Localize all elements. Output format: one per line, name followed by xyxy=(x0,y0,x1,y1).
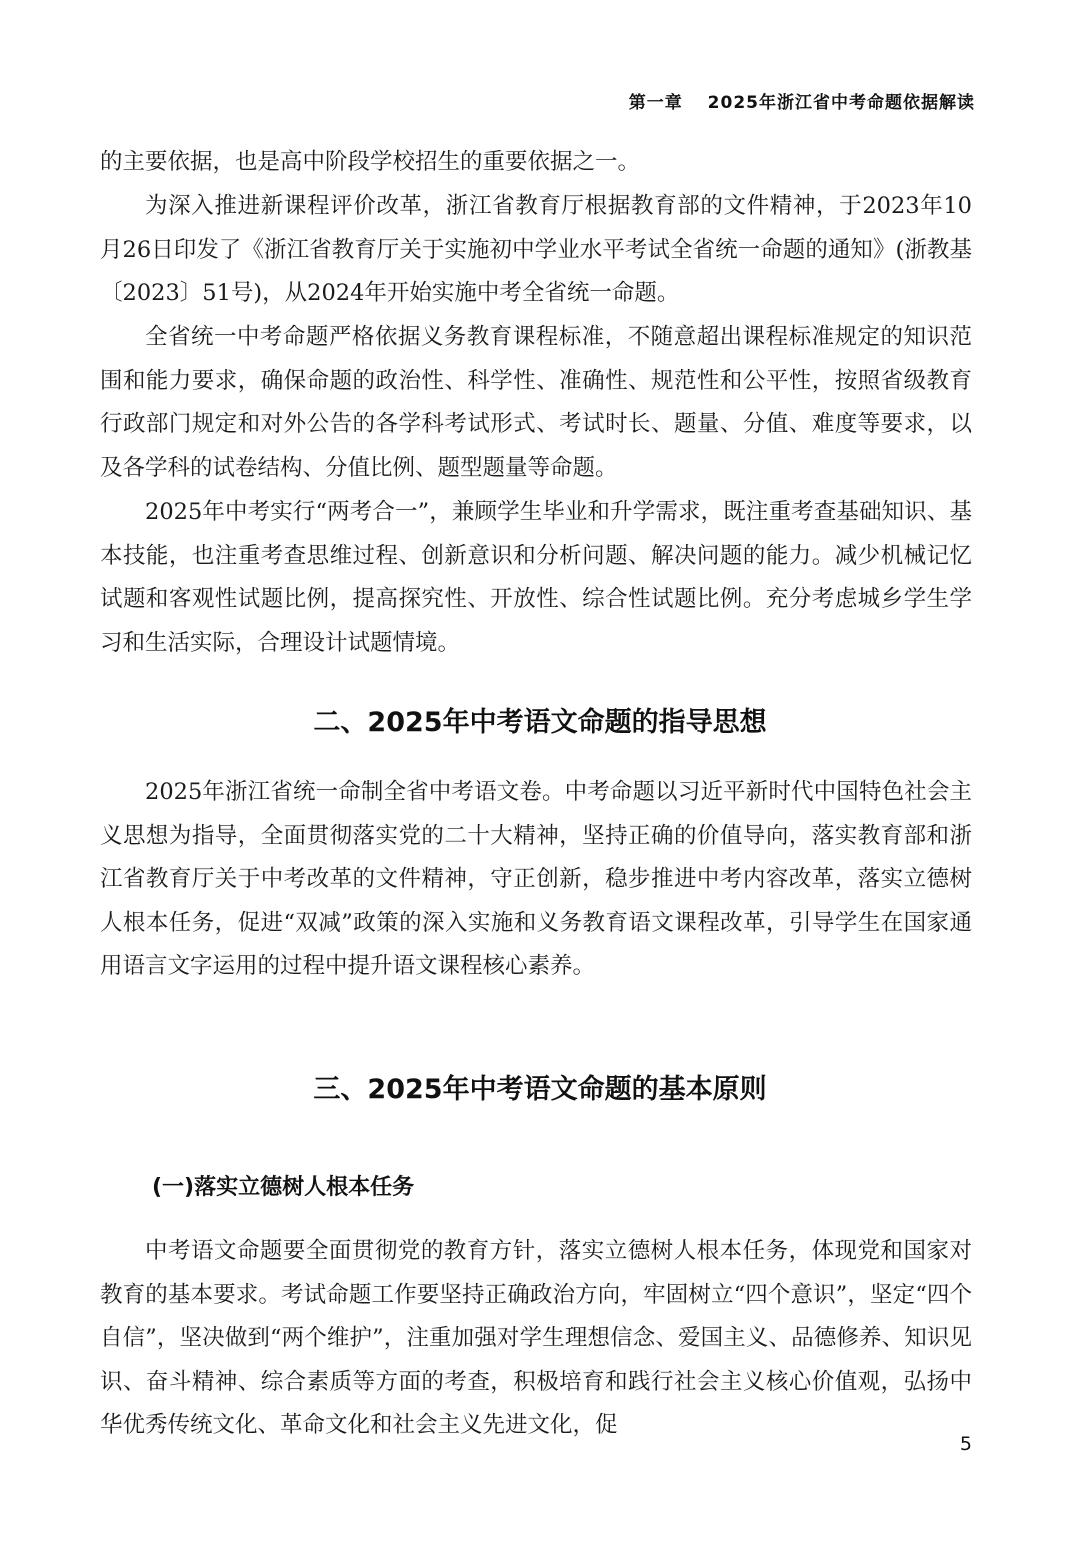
section-heading-basic-principles: 三、2025年中考语文命题的基本原则 xyxy=(313,1074,767,1105)
paragraph-guiding-ideology: 2025年浙江省统一命制全省中考语文卷。中考命题以习近平新时代中国特色社会主义思想为指导，全面贯彻落实党的二十大精神，坚持正确的价值导向，落实教育部和浙江省教育厅关于中考改革的文件精神，守正创新，稳步推进中考内容改革，落实立德树人根本任务，促进“双减”政策的深入实施和义务教育语文课程改革，引导学生在国家通用语言文字运用的过程中提升语文课程核心素养。 xyxy=(100,779,972,979)
paragraph-moral-education: 中考语文命题要全面贯彻党的教育方针，落实立德树人根本任务，体现党和国家对教育的基本要求。考试命题工作要坚持正确政治方向，牢固树立“四个意识”，坚定“四个自信”，坚决做到“两个维护”，注重加强对学生理想信念、爱国主义、品德修养、知识见识、奋斗精神、综合素质等方面的考查，积极培育和践行社会主义核心价值观，弘扬中华优秀传统文化、革命文化和社会主义先进文化，促 xyxy=(100,1238,972,1438)
sub-heading-moral-education: (一)落实立德树人根本任务 xyxy=(152,1175,415,1200)
section-heading-guiding-ideology: 二、2025年中考语文命题的指导思想 xyxy=(313,707,767,738)
paragraph-two-exams: 2025年中考实行“两考合一”，兼顾学生毕业和升学需求，既注重考查基础知识、基本技能，也注重考查思维过程、创新意识和分析问题、解决问题的能力。减少机械记忆试题和客观性试题比例，提高探究性、开放性、综合性试题比例。充分考虑城乡学生学习和生活实际，合理设计试题情境。 xyxy=(100,499,972,656)
paragraph-continued: 的主要依据，也是高中阶段学校招生的重要依据之一。 xyxy=(100,149,641,175)
chapter-label: 第一章 xyxy=(628,93,683,113)
chapter-title: 2025年浙江省中考命题依据解读 xyxy=(707,93,975,113)
paragraph-unified-standards: 全省统一中考命题严格依据义务教育课程标准，不随意超出课程标准规定的知识范围和能力要求，确保命题的政治性、科学性、准确性、规范性和公平性，按照省级教育行政部门规定和对外公告的各学科考试形式、考试时长、题量、分值、难度等要求，以及各学科的试卷结构、分值比例、题型题量等命题。 xyxy=(100,324,972,481)
page-number: 5 xyxy=(959,1433,972,1455)
running-header xyxy=(629,88,975,113)
paragraph-reform: 为深入推进新课程评价改革，浙江省教育厅根据教育部的文件精神，于2023年10月26日印发了《浙江省教育厅关于实施初中学业水平考试全省统一命题的通知》(浙教基〔2023〕51号)，从2024年开始实施中考全省统一命题。 xyxy=(100,193,972,306)
